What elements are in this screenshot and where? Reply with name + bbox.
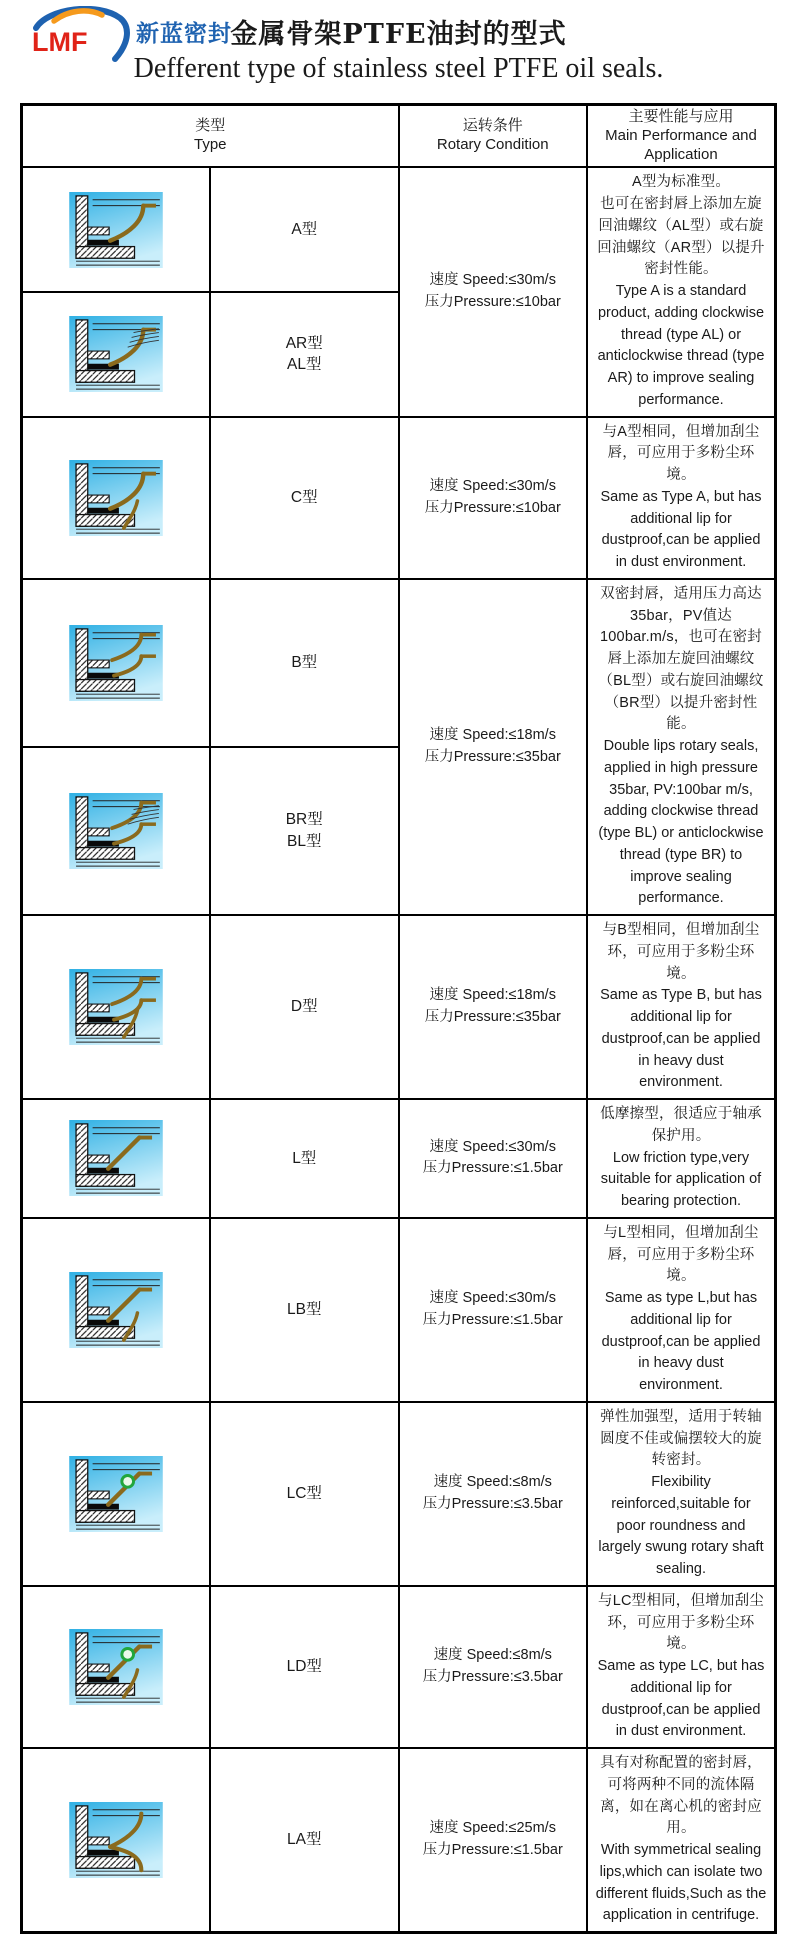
type-c-seal-cross-section-diagram <box>68 460 164 536</box>
condition-line: 压力Pressure:≤35bar <box>424 748 561 765</box>
seal-type-label <box>210 915 399 1099</box>
type-l-seal-cross-section-diagram <box>68 1120 164 1196</box>
seal-diagram-cell <box>22 167 211 292</box>
seal-diagram-cell <box>22 915 211 1099</box>
seal-type-label-line: D型 <box>290 998 318 1016</box>
condition-line: 压力Pressure:≤3.5bar <box>422 1668 563 1685</box>
seal-type-label <box>210 167 399 292</box>
seal-type-label <box>210 1402 399 1586</box>
seal-type-label <box>210 292 399 417</box>
seal-type-label-line: AR型 <box>285 334 323 352</box>
page-header <box>20 4 777 103</box>
table-row <box>22 915 776 1099</box>
column-header-type <box>22 105 399 168</box>
logo-abbr-text: LMF <box>32 27 88 57</box>
type-a-seal-cross-section-diagram <box>68 192 164 268</box>
rotary-condition-cell <box>399 915 588 1099</box>
rotary-condition-cell <box>399 1748 588 1933</box>
performance-cell <box>587 1218 776 1402</box>
performance-text-chinese: 低摩擦型，很适应于轴承保护用。 <box>600 1106 762 1144</box>
performance-text-chinese: 也可在密封唇上添加左旋回油螺纹（AL型）或右旋回油螺纹（AR型）以提升密封性能。 <box>597 196 765 278</box>
seal-type-label <box>210 1099 399 1218</box>
condition-line: 速度 Speed:≤25m/s <box>429 1820 556 1837</box>
performance-text-chinese: 与A型相同，但增加刮尘唇，可应用于多粉尘环境。 <box>602 423 760 483</box>
seal-diagram-cell <box>22 747 211 915</box>
page-title-chinese: 金属骨架PTFE油封的型式 <box>230 19 567 50</box>
condition-line: 压力Pressure:≤3.5bar <box>422 1495 563 1512</box>
seal-type-label-line: LC型 <box>286 1484 322 1502</box>
performance-cell <box>587 915 776 1099</box>
seal-type-label <box>210 1748 399 1933</box>
condition-line: 速度 Speed:≤8m/s <box>433 1474 552 1490</box>
condition-line: 压力Pressure:≤35bar <box>424 1009 561 1025</box>
performance-cell <box>587 167 776 416</box>
table-row <box>22 1748 776 1933</box>
performance-text-english: Flexibility reinforced,suitable for poor roundness and largely swung rotary shaft sealing. <box>598 1474 764 1577</box>
column-header-performance-en: Main Performance and Application <box>605 126 757 163</box>
condition-line: 速度 Speed:≤30m/s <box>429 1290 556 1306</box>
rotary-condition-cell <box>399 579 588 915</box>
seal-types-table <box>20 103 777 1934</box>
type-b-seal-cross-section-diagram <box>68 625 164 701</box>
seal-diagram-cell <box>22 579 211 747</box>
condition-line: 压力Pressure:≤1.5bar <box>422 1160 563 1177</box>
seal-diagram-cell <box>22 1586 211 1748</box>
column-header-type-zh: 类型 <box>195 117 226 135</box>
table-row <box>22 1402 776 1586</box>
seal-diagram-cell <box>22 1402 211 1586</box>
seal-diagram-cell <box>22 1218 211 1402</box>
seal-type-label-line: B型 <box>291 653 318 671</box>
performance-text-english: With symmetrical sealing lips,which can isolate two different fluids,Such as the application in centrifuge. <box>595 1842 767 1924</box>
table-row <box>22 1218 776 1402</box>
performance-cell <box>587 1748 776 1933</box>
type-lb-seal-cross-section-diagram <box>68 1272 164 1348</box>
rotary-condition-cell <box>399 1218 588 1402</box>
condition-line: 速度 Speed:≤30m/s <box>429 272 556 289</box>
rotary-condition-cell <box>399 417 588 579</box>
table-row <box>22 579 776 747</box>
seal-type-label <box>210 1586 399 1748</box>
seal-diagram-cell <box>22 417 211 579</box>
condition-line: 压力Pressure:≤1.5bar <box>422 1842 563 1858</box>
seal-type-label-line: LB型 <box>287 1300 322 1318</box>
lmf-logo-icon <box>18 6 146 62</box>
seal-type-label-line: LD型 <box>286 1658 322 1676</box>
table-row <box>22 417 776 579</box>
table-row <box>22 1099 776 1218</box>
condition-line: 速度 Speed:≤18m/s <box>429 987 556 1004</box>
condition-line: 速度 Speed:≤30m/s <box>429 477 556 494</box>
type-lc-seal-cross-section-diagram <box>68 1456 164 1532</box>
rotary-condition-cell <box>399 1402 588 1586</box>
column-header-condition-zh: 运转条件 <box>462 117 523 135</box>
condition-line: 速度 Speed:≤8m/s <box>433 1647 552 1664</box>
seal-diagram-cell <box>22 1099 211 1218</box>
table-header-row <box>22 105 776 168</box>
seal-type-label <box>210 1218 399 1402</box>
condition-line: 压力Pressure:≤1.5bar <box>422 1311 563 1328</box>
performance-text-chinese: 与LC型相同，但增加刮尘环，可应用于多粉尘环境。 <box>598 1592 764 1653</box>
rotary-condition-cell <box>399 1099 588 1218</box>
performance-cell <box>587 417 776 579</box>
performance-cell <box>587 1586 776 1748</box>
seal-type-label-line: LA型 <box>287 1831 322 1849</box>
seal-diagram-cell <box>22 1748 211 1933</box>
type-br-bl-seal-cross-section-diagram <box>68 793 164 869</box>
seal-table-body <box>22 167 776 1932</box>
page-title-english: Defferent type of stainless steel PTFE oil seals. <box>133 53 664 84</box>
type-la-seal-cross-section-diagram <box>68 1802 164 1878</box>
seal-type-label-line: A型 <box>291 220 318 238</box>
performance-cell <box>587 579 776 915</box>
company-logo <box>18 6 232 62</box>
seal-type-label <box>210 579 399 747</box>
logo-brand-name: 新蓝密封 <box>136 19 232 46</box>
column-header-condition <box>399 105 588 168</box>
seal-type-label <box>210 747 399 915</box>
condition-line: 速度 Speed:≤18m/s <box>429 727 556 744</box>
column-header-condition-en: Rotary Condition <box>436 136 549 154</box>
performance-cell <box>587 1099 776 1218</box>
condition-line: 压力Pressure:≤10bar <box>424 499 561 516</box>
performance-text-english: Low friction type,very suitable for application of bearing protection. <box>600 1149 762 1209</box>
column-header-performance-zh: 主要性能与应用 <box>628 108 734 125</box>
type-d-seal-cross-section-diagram <box>68 969 164 1045</box>
performance-text-english: Same as Type A, but has additional lip for dustproof,can be applied in dust environment. <box>600 488 762 570</box>
seal-type-label-line: C型 <box>290 488 318 506</box>
table-row <box>22 1586 776 1748</box>
condition-line: 压力Pressure:≤10bar <box>424 293 561 310</box>
column-header-type-en: Type <box>193 136 227 154</box>
seal-type-label-line: L型 <box>292 1149 317 1167</box>
condition-line: 速度 Speed:≤30m/s <box>429 1138 556 1155</box>
table-row <box>22 167 776 292</box>
performance-text-english: Double lips rotary seals, applied in high pressure 35bar, PV:100bar m/s, adding clockwise thread (type BL) or anticlockwise thread (type BR) to improve sealing performance. <box>598 738 764 907</box>
performance-text-english: Same as Type B, but has additional lip for dustproof,can be applied in heavy dust environment. <box>600 987 762 1091</box>
performance-cell <box>587 1402 776 1586</box>
rotary-condition-cell <box>399 1586 588 1748</box>
performance-text-chinese: 弹性加强型，适用于转轴圆度不佳或偏摆较大的旋转密封。 <box>600 1408 762 1469</box>
column-header-performance <box>587 105 776 168</box>
seal-diagram-cell <box>22 292 211 417</box>
seal-type-label-line: AL型 <box>287 356 322 374</box>
type-ld-seal-cross-section-diagram <box>68 1629 164 1705</box>
performance-text-chinese: 与L型相同，但增加刮尘唇，可应用于多粉尘环境。 <box>603 1224 759 1285</box>
seal-type-label-line: BR型 <box>285 811 323 829</box>
performance-text-english: Same as type LC, but has additional lip for dustproof,can be applied in dust environment. <box>597 1658 765 1740</box>
type-ar-al-seal-cross-section-diagram <box>68 316 164 392</box>
rotary-condition-cell <box>399 167 588 416</box>
seal-type-label <box>210 417 399 579</box>
seal-type-label-line: BL型 <box>287 832 322 850</box>
table-header <box>22 105 776 168</box>
performance-text-chinese: 与B型相同，但增加刮尘环，可应用于多粉尘环境。 <box>602 922 760 982</box>
performance-text-chinese: 双密封唇，适用压力高达35bar，PV值达100bar.m/s，也可在密封唇上添加左旋回油螺纹（BL型）或右旋回油螺纹（BR型）以提升密封性能。 <box>598 585 764 733</box>
performance-text-chinese: A型为标准型。 <box>631 174 731 191</box>
performance-text-english: Type A is a standard product, adding clockwise thread (type AL) or anticlockwise thread (type AR) to improve sealing performance. <box>597 283 765 408</box>
performance-text-chinese: 具有对称配置的密封唇，可将两种不同的流体隔离，如在离心机的密封应用。 <box>600 1755 762 1837</box>
performance-text-english: Same as type L,but has additional lip for dustproof,can be applied in heavy dust environment. <box>601 1290 761 1393</box>
